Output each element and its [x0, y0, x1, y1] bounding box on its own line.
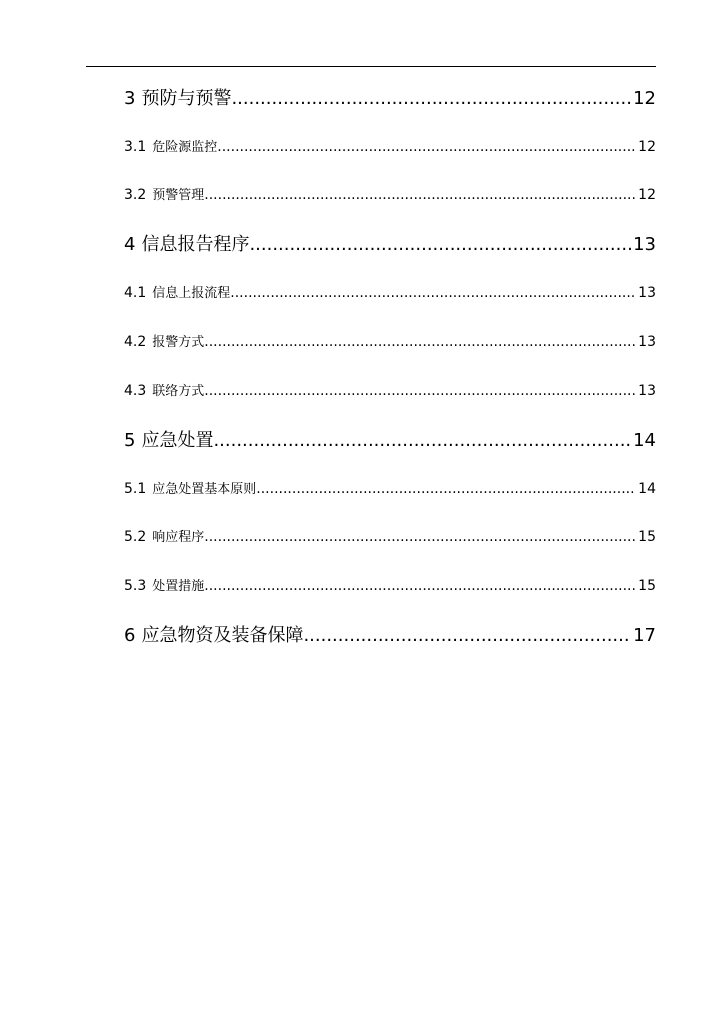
- dot-leader: [213, 430, 631, 451]
- toc-number: 3.2: [124, 187, 147, 203]
- toc-title: 响应程序: [152, 530, 205, 545]
- header-rule: [86, 66, 656, 67]
- toc-entry-5-1[interactable]: [124, 478, 656, 497]
- toc-page-number: 14: [638, 481, 656, 497]
- toc-title: 联络方式: [152, 384, 205, 399]
- toc-entry-4-1[interactable]: [124, 282, 656, 301]
- toc-entry-3-2[interactable]: [124, 184, 656, 203]
- dot-leader: [204, 383, 636, 399]
- toc-page-number: 12: [638, 139, 656, 155]
- toc-title: 应急处置: [141, 430, 214, 451]
- toc-entry-5-2[interactable]: [124, 526, 656, 545]
- toc-page-number: 15: [638, 578, 656, 594]
- toc-number: 5: [124, 430, 136, 451]
- toc-entry-4[interactable]: [124, 230, 656, 256]
- toc-title: 应急物资及装备保障: [141, 625, 304, 646]
- toc-page-number: 17: [633, 625, 656, 646]
- toc-page-number: 13: [633, 234, 656, 255]
- toc-title: 应急处置基本原则: [152, 482, 257, 497]
- toc-entry-4-3[interactable]: [124, 380, 656, 399]
- dot-leader: [204, 578, 636, 594]
- toc-page-number: 13: [638, 383, 656, 399]
- toc-page-number: 13: [638, 334, 656, 350]
- dot-leader: [249, 234, 631, 255]
- toc-title: 预防与预警: [141, 88, 232, 109]
- toc-page-number: 14: [633, 430, 656, 451]
- toc-entry-4-2[interactable]: [124, 331, 656, 350]
- toc-page-number: 13: [638, 285, 656, 301]
- dot-leader: [204, 187, 636, 203]
- toc-title: 信息上报流程: [152, 286, 231, 301]
- toc-entry-5-3[interactable]: [124, 575, 656, 594]
- toc-number: 4.3: [124, 383, 147, 399]
- toc-title: 预警管理: [152, 188, 205, 203]
- toc-title: 危险源监控: [152, 140, 218, 155]
- dot-leader: [204, 529, 636, 545]
- toc-entry-5[interactable]: [124, 426, 656, 452]
- dot-leader: [303, 625, 631, 646]
- dot-leader: [231, 88, 631, 109]
- toc-entry-3-1[interactable]: [124, 136, 656, 155]
- toc-number: 5.1: [124, 481, 147, 497]
- dot-leader: [230, 285, 636, 301]
- toc-number: 5.2: [124, 529, 147, 545]
- dot-leader: [256, 481, 636, 497]
- toc-page-number: 12: [638, 187, 656, 203]
- toc-number: 4.1: [124, 285, 147, 301]
- toc-number: 6: [124, 625, 136, 646]
- toc-number: 4: [124, 234, 136, 255]
- toc-entry-6[interactable]: [124, 621, 656, 647]
- toc-entry-3[interactable]: [124, 84, 656, 110]
- toc-page-number: 15: [638, 529, 656, 545]
- toc-page-number: 12: [633, 88, 656, 109]
- toc-title: 报警方式: [152, 335, 205, 350]
- toc-number: 5.3: [124, 578, 147, 594]
- dot-leader: [204, 334, 636, 350]
- dot-leader: [217, 139, 636, 155]
- toc-number: 3: [124, 88, 136, 109]
- toc-title: 处置措施: [152, 579, 205, 594]
- toc-title: 信息报告程序: [141, 234, 250, 255]
- toc-number: 4.2: [124, 334, 147, 350]
- toc-number: 3.1: [124, 139, 147, 155]
